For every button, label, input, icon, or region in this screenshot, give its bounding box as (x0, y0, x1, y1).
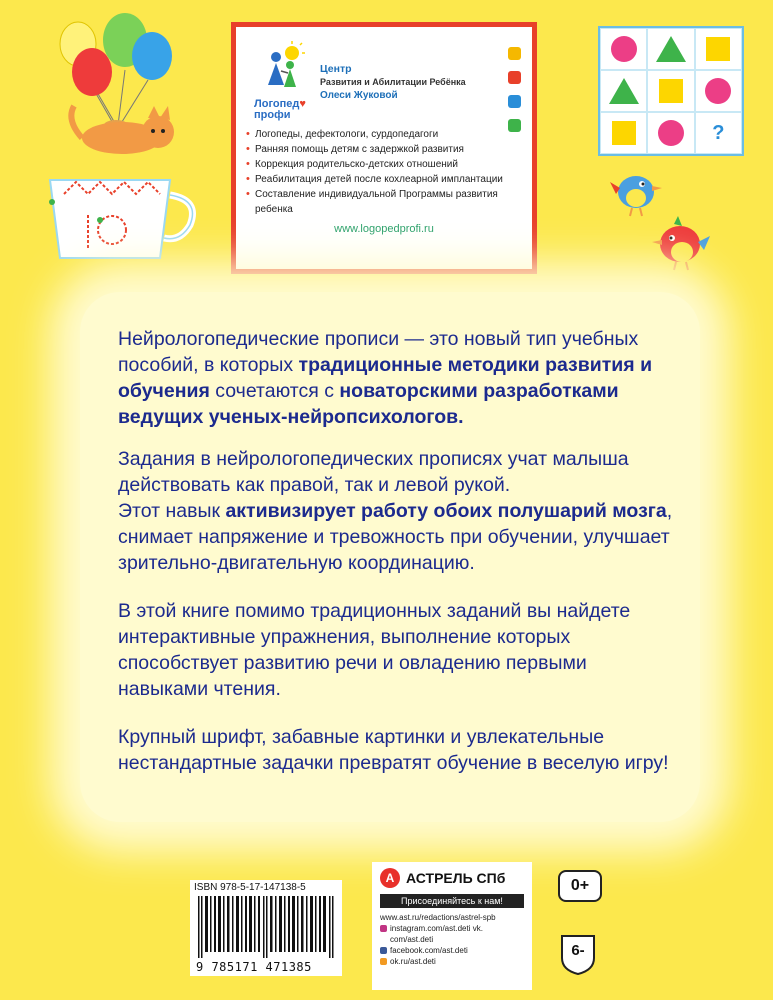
logo-text: Логопед♥ профи (254, 98, 306, 121)
triangle-shape (656, 36, 686, 62)
publisher-links (380, 912, 524, 967)
isbn-label: ISBN 978-5-17-147138-5 (194, 882, 306, 893)
publisher-logo (380, 868, 524, 888)
paragraph-1 (118, 326, 678, 430)
p1-text-a: Нейрологопедические прописи — это новый тип учебных пособий, в которых (118, 328, 639, 376)
publisher-link[interactable] (380, 956, 524, 967)
p1-bold-d: новаторскими разработками ведущих ученых-нейропсихологов. (118, 380, 619, 428)
grid-cell (600, 28, 647, 70)
square-shape (706, 37, 730, 61)
publisher-box (372, 862, 532, 990)
age-shield-text: 6- (571, 942, 585, 959)
heart-icon (508, 95, 521, 108)
publisher-link[interactable] (380, 945, 524, 956)
p2-bold-c: активизирует работу обоих полушарий мозга (225, 500, 667, 522)
red-bird-illustration (646, 212, 714, 274)
astrel-logo-icon: А (380, 868, 400, 888)
grid-cell (695, 28, 742, 70)
list-item: • Логопеды, дефектологи, сурдопедагоги (246, 127, 536, 142)
list-item: • Составление индивидуальной Программы развития ребенка (246, 187, 536, 217)
publisher-link[interactable]: com/ast.deti (390, 935, 434, 944)
center-title-line-3: Олеси Жуковой (320, 90, 398, 101)
grid-cell (600, 112, 647, 154)
p1-text-c: сочетаются с (209, 380, 340, 402)
grid-cell (647, 28, 694, 70)
isbn-barcode-box (190, 880, 342, 976)
card-header (248, 41, 488, 131)
heart-icon (508, 71, 521, 84)
triangle-shape (609, 78, 639, 104)
center-title-line-1: Центр (320, 63, 352, 75)
instagram-icon (380, 925, 387, 932)
p2-text-d: , снимает напряжение и тревожность при обучении, улучшает зрительно-двигательную координацию. (118, 500, 673, 574)
services-list (246, 127, 536, 217)
description-text (118, 326, 678, 792)
paragraph-2 (118, 446, 678, 576)
publisher-link[interactable]: www.ast.ru/redactions/astrel-spb (380, 913, 496, 922)
logoped-center-card (231, 22, 537, 274)
square-shape (612, 121, 636, 145)
question-mark: ? (712, 121, 725, 144)
grid-cell (600, 70, 647, 112)
facebook-icon (380, 947, 387, 954)
balloons-cat-cup-illustration (30, 10, 200, 270)
logo-line-2: профи (254, 109, 291, 121)
logo-line-1: Логопед (254, 98, 300, 110)
center-title (320, 63, 466, 102)
list-item: • Реабилитация детей после кохлеарной имплантации (246, 172, 536, 187)
age-rating-badge: 0+ (558, 870, 602, 902)
ok-text: ok.ru/ast.deti (390, 957, 436, 966)
p1-bold-b: традиционные методики развития и обучения (118, 354, 653, 402)
join-us-banner: Присоединяйтесь к нам! (380, 894, 524, 908)
center-title-line-2: Развития и Абилитации Ребёнка (320, 77, 466, 87)
list-item: • Ранняя помощь детям с задержкой развития (246, 142, 536, 157)
list-item: • Коррекция родительско-детских отношений (246, 157, 536, 172)
blue-bird-illustration (606, 160, 666, 220)
p2-text-b: Этот навык (118, 500, 226, 522)
grid-cell (647, 70, 694, 112)
publisher-name: АСТРЕЛЬ СПб (406, 870, 506, 886)
publisher-link[interactable] (380, 923, 524, 934)
odnoklassniki-icon (380, 958, 387, 965)
grid-cell (647, 112, 694, 154)
paragraph-4: Крупный шрифт, забавные картинки и увлекательные нестандартные задачки превратят обучение в веселую игру! (118, 726, 669, 774)
p2-text-a: Задания в нейрологопедических прописях учат малыша действовать как правой, так и левой рукой. (118, 448, 629, 496)
paragraph-3: В этой книге помимо традиционных заданий вы найдете интерактивные упражнения, выполнение которых способствует развитию речи и овладению первыми навыками чтения. (118, 600, 631, 700)
instagram-vk-text: instagram.com/ast.deti vk. (390, 924, 483, 933)
barcode-icon (196, 896, 336, 958)
heart-icon (508, 47, 521, 60)
grid-cell (695, 70, 742, 112)
shape-puzzle-grid (598, 26, 744, 156)
isbn-digits: 9 785171 471385 (196, 960, 312, 974)
age-shield-icon (558, 932, 598, 976)
facebook-text: facebook.com/ast.deti (390, 946, 468, 955)
circle-shape (611, 36, 637, 62)
circle-shape (705, 78, 731, 104)
square-shape (659, 79, 683, 103)
grid-cell (695, 112, 742, 154)
circle-shape (658, 120, 684, 146)
website-link[interactable]: www.logopedprofi.ru (334, 223, 434, 235)
